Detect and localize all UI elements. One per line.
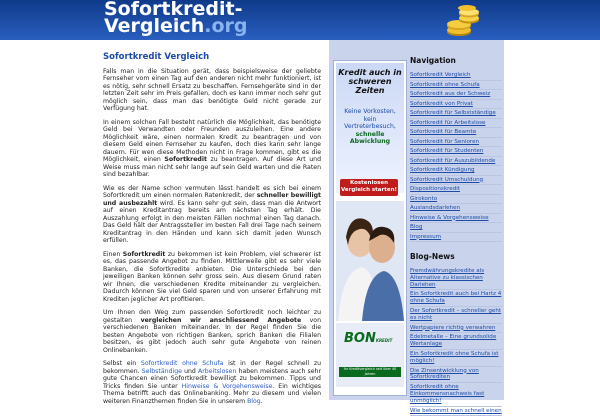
main-content — [103, 44, 321, 411]
paragraph-2: In einem solchen Fall besteht natürlich die Möglichkeit, das benötigte Geld bei Verwandten oder Freunden auszuleihen. Eine andere Möglichkeit wäre, einen normalen Kredit zu beantragen und von diesem Geld einen Fernseher zu kaufen, doch dies kann sehr lange dauern. Für wen diese Methoden nicht in Frage kommen, gibt es die Möglichkeit, einen Sofortkredit zu beantragen. Auf diese Art und Weise muss man nicht sehr lange auf sein Geld warten und die Raten sind bezahlbar. — [103, 118, 322, 178]
sidebar — [410, 56, 502, 416]
bon-tagline: Ihr Kreditvergleich seit über 40 Jahren — [339, 367, 401, 377]
link-selbstaendige[interactable]: Selbständige — [141, 367, 182, 375]
nav-item[interactable]: Sofortkredit von Privat — [410, 100, 502, 110]
nav-item[interactable]: Sofortkredit für Selbstständige — [410, 109, 502, 119]
nav-item[interactable]: Sofortkredit Kündigung — [410, 166, 502, 176]
page-title: Sofortkredit Vergleich — [103, 52, 210, 62]
paragraph-4: Einen Sofortkredit zu bekommen ist kein Problem, viel schwerer ist es, das passende Angebot zu finden. Mittlerweile gibt es sehr viele Banken, die Sofortkredite anbieten. Die Unterschiede bei den jeweiligen Banken können sehr gross sein. Aus diesem Grund raten wir Ihnen, die verschiedenen Kredite miteinander zu vergleichen. Dadurch können Sie viel Geld sparen und von unserer Erfahrung mit Krediten jeglicher Art profitieren. — [103, 250, 321, 303]
blog-news-item[interactable]: Ein Sofortkredit auch bei Hartz 4 ohne Schufa — [410, 290, 502, 307]
nav-item[interactable]: Sofortkredit für Studenten — [410, 147, 502, 157]
ad-subtext: Keine Vorkosten, kein Vertreterbesuch, schnelle Abwicklung — [344, 108, 396, 145]
blog-news-item[interactable]: Ein Sofortkredit ohne Schufa ist möglich! — [410, 350, 502, 367]
nav-item[interactable]: Sofortkredit für Beamte — [410, 128, 502, 138]
nav-item[interactable]: Sofortkredit für Senioren — [410, 138, 502, 148]
paragraph-3: Wie es der Name schon vermuten lässt handelt es sich bei einem Sofortkredit um einen normalen Ratenkredit, der schneller bewilligt und ausbezahlt wird. Es kann sehr gut sein, dass man die Antwort auf einen Kreditantrag bereits am nächsten Tag erhält. Die Auszahlung erfolgt in den meisten Fällen nochmal einen Tag danach. Das Geld hält der Antragssteller im besten Fall drei Tage nach seinem Kreditantrag in den Händen und kann sich damit jeden Wunsch erfüllen. — [103, 184, 322, 244]
link-hinweise[interactable]: Hinweise & Vorgehensweise — [181, 382, 273, 390]
nav-item[interactable]: Sofortkredit für Arbeitslose — [410, 119, 502, 129]
coins-icon — [445, 2, 481, 38]
ad-banner[interactable] — [333, 60, 407, 396]
paragraph-5: Um Ihnen den Weg zum passenden Sofortkredit noch leichter zu gestalten vergleichen wir anschliessend Angebote von verschiedenen Banken miteinander. In der Regel finden Sie die besten Angebote von richtigen Banken, sprich Banken die Filialen besitzen, es gibt jedoch auch sehr gute Angebote von reinen Onlinebanken. — [103, 309, 322, 354]
ad-headline: Kredit auch in schweren Zeiten — [338, 68, 402, 95]
blog-news-heading: Blog-News — [410, 252, 455, 261]
nav-item[interactable]: Blog — [410, 223, 502, 233]
bon-kredit-logo[interactable] — [336, 323, 404, 387]
paragraph-1: Falls man in die Situation gerät, dass beispielsweise der geliebte Fernseher vom einen Tag auf den anderen nicht mehr funktioniert, ist es nötig, sehr schnell Ersatz zu beschaffen. Fernsehgeräte sind in der letzten Zeit sehr im Preis gefallen, doch es kann immer noch sehr gut möglich sein, dass man das benötigte Geld nicht gerade zur Verfügung hat. — [103, 67, 321, 112]
blog-news-item[interactable]: Wertpapiere richtig verwahren — [410, 324, 502, 334]
nav-item[interactable]: Sofortkredit für Auszubildende — [410, 157, 502, 167]
nav-item[interactable]: Sofortkredit aus der Schweiz — [410, 90, 502, 100]
nav-item[interactable]: Sofortkredit Umschuldung — [410, 176, 502, 186]
blog-news-item[interactable]: Edelmetalle – Eine grundsolide Wertanlage — [410, 333, 502, 350]
couple-photo — [336, 201, 404, 321]
link-arbeitslosen[interactable]: Arbeitslosen — [198, 367, 237, 375]
nav-item[interactable]: Impressum — [410, 233, 502, 243]
logo-line2: Vergleich.org — [104, 15, 248, 37]
blog-news-item[interactable]: Der Sofortkredit – schneller geht es nicht — [410, 307, 502, 324]
link-blog[interactable]: Blog — [247, 397, 261, 405]
site-logo[interactable] — [104, 1, 247, 35]
blog-news-item[interactable]: Sofortkredit ohne Einkommensnachweis fast unmöglich! — [410, 383, 502, 406]
nav-item[interactable]: Hinweise & Vorgehensweise — [410, 214, 502, 224]
nav-item[interactable]: Auslandsdarlehen — [410, 204, 502, 214]
nav-item[interactable]: Sofortkredit Vergleich — [410, 71, 502, 81]
site-header — [0, 0, 600, 40]
logo-line1: Sofortkredit- — [104, 0, 243, 20]
blog-news-item[interactable]: Wie bekommt man schnell einen — [410, 407, 502, 416]
blog-news-item[interactable]: Die Zinsentwicklung von Sofortkrediten — [410, 367, 502, 384]
nav-item[interactable]: Dispositionskredit — [410, 185, 502, 195]
link-ohne-schufa[interactable]: Sofortkredit ohne Schufa — [140, 360, 224, 367]
paragraph-6: Selbst ein Sofortkredit ohne Schufa ist in der Regel schnell zu bekommen. Selbständige und Arbeitslosen haben meistens auch sehr gute Chancen einen Sofortkredit bewilligt zu bekommen. Tipps und Tricks finden Sie unter Hinweise & Vorgehensweise. Ein wichtiges Thema betrifft auch das Onlinebanking. Mehr zu diesem und vielen weiteren Finanzthemen finden Sie in unserem Blog. — [103, 360, 322, 405]
nav-list — [410, 71, 502, 242]
nav-item[interactable]: Sofortkredit ohne Schufa — [410, 81, 502, 91]
bon-brand: BONKREDIT — [344, 331, 393, 346]
nav-heading: Navigation — [410, 56, 456, 65]
blog-news-list — [410, 267, 502, 416]
nav-item[interactable]: Girokonto — [410, 195, 502, 205]
ad-cta-button[interactable]: Kostenlosen Vergleich starten! — [340, 179, 398, 196]
blog-news-item[interactable]: Fremdwährungskredite als Alternative zu klassischen Darlehen — [410, 267, 502, 290]
